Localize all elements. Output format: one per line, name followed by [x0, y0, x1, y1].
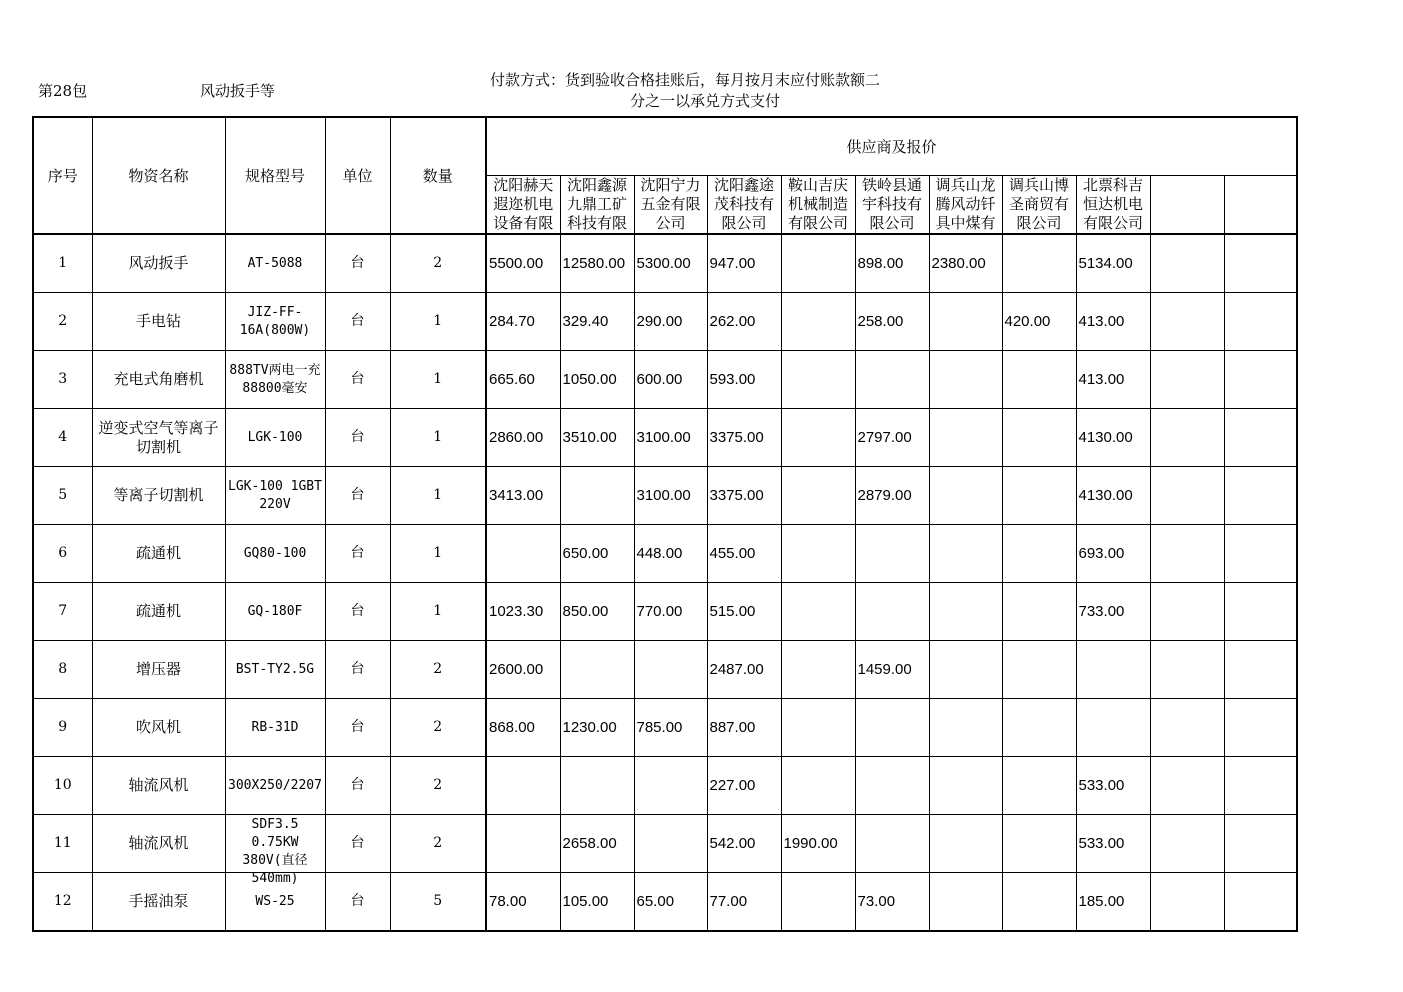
cell-price: 2860.00 [486, 409, 560, 467]
supplier-header [929, 176, 1002, 235]
supplier-name: 沈阳宁力五金有限公司 [640, 176, 701, 232]
cell-price: 2600.00 [486, 641, 560, 699]
cell-price [1150, 583, 1224, 641]
cell-price [1002, 234, 1076, 293]
cell-price: 770.00 [634, 583, 707, 641]
cell-price: 665.60 [486, 351, 560, 409]
cell-price [1076, 641, 1150, 699]
cell-price: 898.00 [855, 234, 929, 293]
cell-name: 风动扳手 [92, 234, 225, 293]
cell-price [486, 525, 560, 583]
cell-name: 轴流风机 [92, 815, 225, 873]
cell-spec [225, 757, 325, 815]
cell-price [1150, 293, 1224, 351]
cell-spec-text: 300X250/2207 [228, 777, 322, 793]
cell-price [929, 757, 1002, 815]
cell-price: 290.00 [634, 293, 707, 351]
table-row [33, 293, 1297, 351]
cell-qty: 1 [390, 351, 486, 409]
cell-price [1150, 873, 1224, 932]
cell-price [929, 699, 1002, 757]
cell-name: 逆变式空气等离子切割机 [92, 409, 225, 467]
supplier-name: 调兵山龙腾风动钎具中煤有 [935, 176, 996, 232]
cell-price [1150, 351, 1224, 409]
table-row [33, 409, 1297, 467]
cell-price [855, 757, 929, 815]
cell-unit: 台 [325, 467, 390, 525]
cell-price: 593.00 [707, 351, 781, 409]
cell-price: 413.00 [1076, 351, 1150, 409]
supplier-header [486, 176, 560, 235]
cell-price: 77.00 [707, 873, 781, 932]
cell-price: 3375.00 [707, 467, 781, 525]
cell-price: 3510.00 [560, 409, 634, 467]
cell-price: 2879.00 [855, 467, 929, 525]
cell-price: 733.00 [1076, 583, 1150, 641]
cell-price [1224, 873, 1297, 932]
cell-spec-text: RB-31D [251, 719, 299, 735]
cell-price [929, 525, 1002, 583]
cell-unit: 台 [325, 757, 390, 815]
cell-seq: 4 [33, 409, 92, 467]
cell-price: 4130.00 [1076, 409, 1150, 467]
cell-price: 1023.30 [486, 583, 560, 641]
quotation-table [32, 116, 1298, 932]
cell-price: 78.00 [486, 873, 560, 932]
cell-price [1150, 757, 1224, 815]
cell-price [1002, 873, 1076, 932]
cell-price [1224, 409, 1297, 467]
cell-price [1224, 351, 1297, 409]
cell-price [560, 467, 634, 525]
cell-spec-text: BST-TY2.5G [235, 661, 315, 677]
cell-price: 5134.00 [1076, 234, 1150, 293]
cell-name: 疏通机 [92, 583, 225, 641]
cell-price: 947.00 [707, 234, 781, 293]
cell-seq: 6 [33, 525, 92, 583]
package-number: 第28包 [38, 82, 88, 100]
cell-seq: 10 [33, 757, 92, 815]
cell-price [1150, 815, 1224, 873]
cell-price [929, 873, 1002, 932]
cell-price [929, 641, 1002, 699]
cell-unit: 台 [325, 815, 390, 873]
cell-spec-text: AT-5088 [247, 255, 303, 271]
cell-qty: 2 [390, 815, 486, 873]
cell-price [486, 815, 560, 873]
supplier-name: 鞍山吉庆机械制造有限公司 [787, 176, 848, 232]
supplier-name [1225, 176, 1297, 233]
cell-price [1224, 699, 1297, 757]
supplier-header [634, 176, 707, 235]
supplier-name: 北票科吉恒达机电有限公司 [1082, 176, 1143, 232]
cell-price: 12580.00 [560, 234, 634, 293]
cell-name: 吹风机 [92, 699, 225, 757]
cell-price [1224, 293, 1297, 351]
cell-spec-text: 888TV两电一充88800毫安 [229, 362, 321, 396]
cell-price: 1230.00 [560, 699, 634, 757]
cell-price: 693.00 [1076, 525, 1150, 583]
table-row [33, 699, 1297, 757]
cell-price: 887.00 [707, 699, 781, 757]
cell-price [486, 757, 560, 815]
cell-price: 420.00 [1002, 293, 1076, 351]
cell-qty: 1 [390, 467, 486, 525]
cell-qty: 2 [390, 699, 486, 757]
supplier-header [781, 176, 855, 235]
cell-name: 充电式角磨机 [92, 351, 225, 409]
cell-seq: 5 [33, 467, 92, 525]
cell-price [1002, 351, 1076, 409]
cell-name: 增压器 [92, 641, 225, 699]
cell-price [1150, 525, 1224, 583]
cell-price [1002, 815, 1076, 873]
supplier-name: 沈阳鑫途茂科技有限公司 [713, 176, 774, 232]
supplier-header [560, 176, 634, 235]
cell-price [1002, 757, 1076, 815]
cell-spec [225, 641, 325, 699]
cell-spec [225, 699, 325, 757]
cell-price: 600.00 [634, 351, 707, 409]
cell-price [1150, 234, 1224, 293]
cell-unit: 台 [325, 234, 390, 293]
cell-price [929, 815, 1002, 873]
cell-price [1150, 409, 1224, 467]
cell-price: 455.00 [707, 525, 781, 583]
cell-price [929, 409, 1002, 467]
cell-unit: 台 [325, 699, 390, 757]
supplier-name [1151, 176, 1224, 233]
table-row [33, 815, 1297, 873]
cell-unit: 台 [325, 351, 390, 409]
col-header-qty: 数量 [390, 117, 486, 234]
cell-price: 3100.00 [634, 409, 707, 467]
cell-price [781, 409, 855, 467]
cell-spec-text: JIZ-FF-16A(800W) [239, 304, 311, 338]
cell-name: 手摇油泵 [92, 873, 225, 932]
cell-price [560, 641, 634, 699]
cell-price [634, 757, 707, 815]
cell-price [634, 815, 707, 873]
cell-spec [225, 525, 325, 583]
cell-seq: 8 [33, 641, 92, 699]
cell-qty: 1 [390, 525, 486, 583]
cell-price [1002, 467, 1076, 525]
cell-price: 73.00 [855, 873, 929, 932]
cell-price [855, 525, 929, 583]
cell-price [1224, 467, 1297, 525]
cell-price: 65.00 [634, 873, 707, 932]
cell-name: 轴流风机 [92, 757, 225, 815]
cell-price: 1459.00 [855, 641, 929, 699]
col-header-unit: 单位 [325, 117, 390, 234]
cell-price [560, 757, 634, 815]
supplier-header [1224, 176, 1297, 235]
cell-spec [225, 234, 325, 293]
cell-spec [225, 351, 325, 409]
cell-price [1002, 525, 1076, 583]
cell-price [855, 815, 929, 873]
cell-price: 2487.00 [707, 641, 781, 699]
cell-unit: 台 [325, 873, 390, 932]
cell-price [855, 699, 929, 757]
cell-price [1076, 699, 1150, 757]
cell-price [1002, 409, 1076, 467]
cell-qty: 5 [390, 873, 486, 932]
cell-price [1224, 234, 1297, 293]
cell-price: 329.40 [560, 293, 634, 351]
cell-price [781, 234, 855, 293]
supplier-header [707, 176, 781, 235]
col-header-suppliers: 供应商及报价 [486, 117, 1297, 176]
cell-price: 3375.00 [707, 409, 781, 467]
cell-price: 1990.00 [781, 815, 855, 873]
supplier-name: 铁岭县通宇科技有限公司 [861, 176, 922, 232]
cell-price [1002, 583, 1076, 641]
cell-spec-text: WS-25 [255, 893, 295, 909]
cell-price: 542.00 [707, 815, 781, 873]
cell-price [1002, 699, 1076, 757]
table-row [33, 525, 1297, 583]
cell-price: 258.00 [855, 293, 929, 351]
table-row [33, 641, 1297, 699]
table-row [33, 873, 1297, 932]
table-row [33, 351, 1297, 409]
cell-price [929, 351, 1002, 409]
col-header-seq: 序号 [33, 117, 92, 234]
cell-price [781, 873, 855, 932]
payment-terms-line-1: 付款方式：货到验收合格挂账后，每月按月末应付账款额二 [490, 71, 881, 89]
table-row [33, 583, 1297, 641]
cell-price: 227.00 [707, 757, 781, 815]
cell-price: 5300.00 [634, 234, 707, 293]
cell-price: 284.70 [486, 293, 560, 351]
cell-price [781, 699, 855, 757]
cell-price: 185.00 [1076, 873, 1150, 932]
cell-price [634, 641, 707, 699]
cell-spec [225, 583, 325, 641]
cell-qty: 2 [390, 234, 486, 293]
supplier-header [855, 176, 929, 235]
cell-price: 2658.00 [560, 815, 634, 873]
cell-unit: 台 [325, 293, 390, 351]
cell-price: 448.00 [634, 525, 707, 583]
cell-seq: 12 [33, 873, 92, 932]
cell-qty: 2 [390, 641, 486, 699]
cell-unit: 台 [325, 525, 390, 583]
cell-name: 手电钻 [92, 293, 225, 351]
supplier-name: 沈阳鑫源九鼎工矿科技有限 [566, 176, 627, 232]
table-row [33, 757, 1297, 815]
cell-price [1002, 641, 1076, 699]
cell-qty: 1 [390, 583, 486, 641]
cell-price: 1050.00 [560, 351, 634, 409]
cell-price [929, 467, 1002, 525]
cell-spec-text: LGK-100 1GBT 220V [228, 478, 322, 512]
cell-price [929, 583, 1002, 641]
cell-price: 2380.00 [929, 234, 1002, 293]
col-header-name: 物资名称 [92, 117, 225, 234]
cell-price: 515.00 [707, 583, 781, 641]
cell-price [1224, 583, 1297, 641]
cell-price: 105.00 [560, 873, 634, 932]
package-title: 风动扳手等 [200, 82, 276, 100]
cell-price: 262.00 [707, 293, 781, 351]
cell-price: 4130.00 [1076, 467, 1150, 525]
supplier-name: 沈阳赫天遐迩机电设备有限 [493, 176, 554, 232]
cell-price: 868.00 [486, 699, 560, 757]
cell-name: 等离子切割机 [92, 467, 225, 525]
cell-spec-text: GQ-180F [247, 603, 303, 619]
cell-spec-text: SDF3.5 0.75KW 380V(直径540mm) [242, 816, 308, 886]
cell-spec [225, 467, 325, 525]
cell-price [781, 351, 855, 409]
cell-price [1150, 699, 1224, 757]
cell-price: 413.00 [1076, 293, 1150, 351]
cell-price [781, 641, 855, 699]
cell-price: 5500.00 [486, 234, 560, 293]
cell-seq: 1 [33, 234, 92, 293]
cell-spec [225, 815, 325, 886]
cell-price [781, 293, 855, 351]
cell-price [781, 583, 855, 641]
supplier-header [1150, 176, 1224, 235]
cell-unit: 台 [325, 409, 390, 467]
cell-price: 3100.00 [634, 467, 707, 525]
cell-price: 785.00 [634, 699, 707, 757]
cell-name: 疏通机 [92, 525, 225, 583]
cell-spec [225, 293, 325, 351]
cell-seq: 2 [33, 293, 92, 351]
cell-price [1150, 467, 1224, 525]
cell-spec-text: LGK-100 [247, 429, 303, 445]
table-row [33, 467, 1297, 525]
cell-price: 850.00 [560, 583, 634, 641]
cell-price [855, 351, 929, 409]
cell-price: 533.00 [1076, 815, 1150, 873]
cell-seq: 7 [33, 583, 92, 641]
cell-qty: 2 [390, 757, 486, 815]
cell-price [1224, 641, 1297, 699]
col-header-spec: 规格型号 [225, 117, 325, 234]
cell-seq: 9 [33, 699, 92, 757]
supplier-header [1076, 176, 1150, 235]
payment-terms-line-2: 分之一以承兑方式支付 [629, 92, 780, 110]
cell-unit: 台 [325, 583, 390, 641]
cell-price [1224, 815, 1297, 873]
supplier-header [1002, 176, 1076, 235]
cell-price [929, 293, 1002, 351]
cell-price [781, 757, 855, 815]
cell-price [1224, 525, 1297, 583]
cell-price [855, 583, 929, 641]
cell-price: 3413.00 [486, 467, 560, 525]
cell-spec [225, 409, 325, 467]
cell-price [781, 467, 855, 525]
cell-seq: 3 [33, 351, 92, 409]
cell-spec-text: GQ80-100 [243, 545, 307, 561]
cell-price: 2797.00 [855, 409, 929, 467]
cell-qty: 1 [390, 409, 486, 467]
cell-price [1224, 757, 1297, 815]
cell-price: 650.00 [560, 525, 634, 583]
cell-price [1150, 641, 1224, 699]
supplier-name: 调兵山博圣商贸有限公司 [1008, 176, 1069, 232]
cell-seq: 11 [33, 815, 92, 873]
cell-price: 533.00 [1076, 757, 1150, 815]
cell-price [781, 525, 855, 583]
table-row [33, 234, 1297, 293]
cell-unit: 台 [325, 641, 390, 699]
cell-qty: 1 [390, 293, 486, 351]
